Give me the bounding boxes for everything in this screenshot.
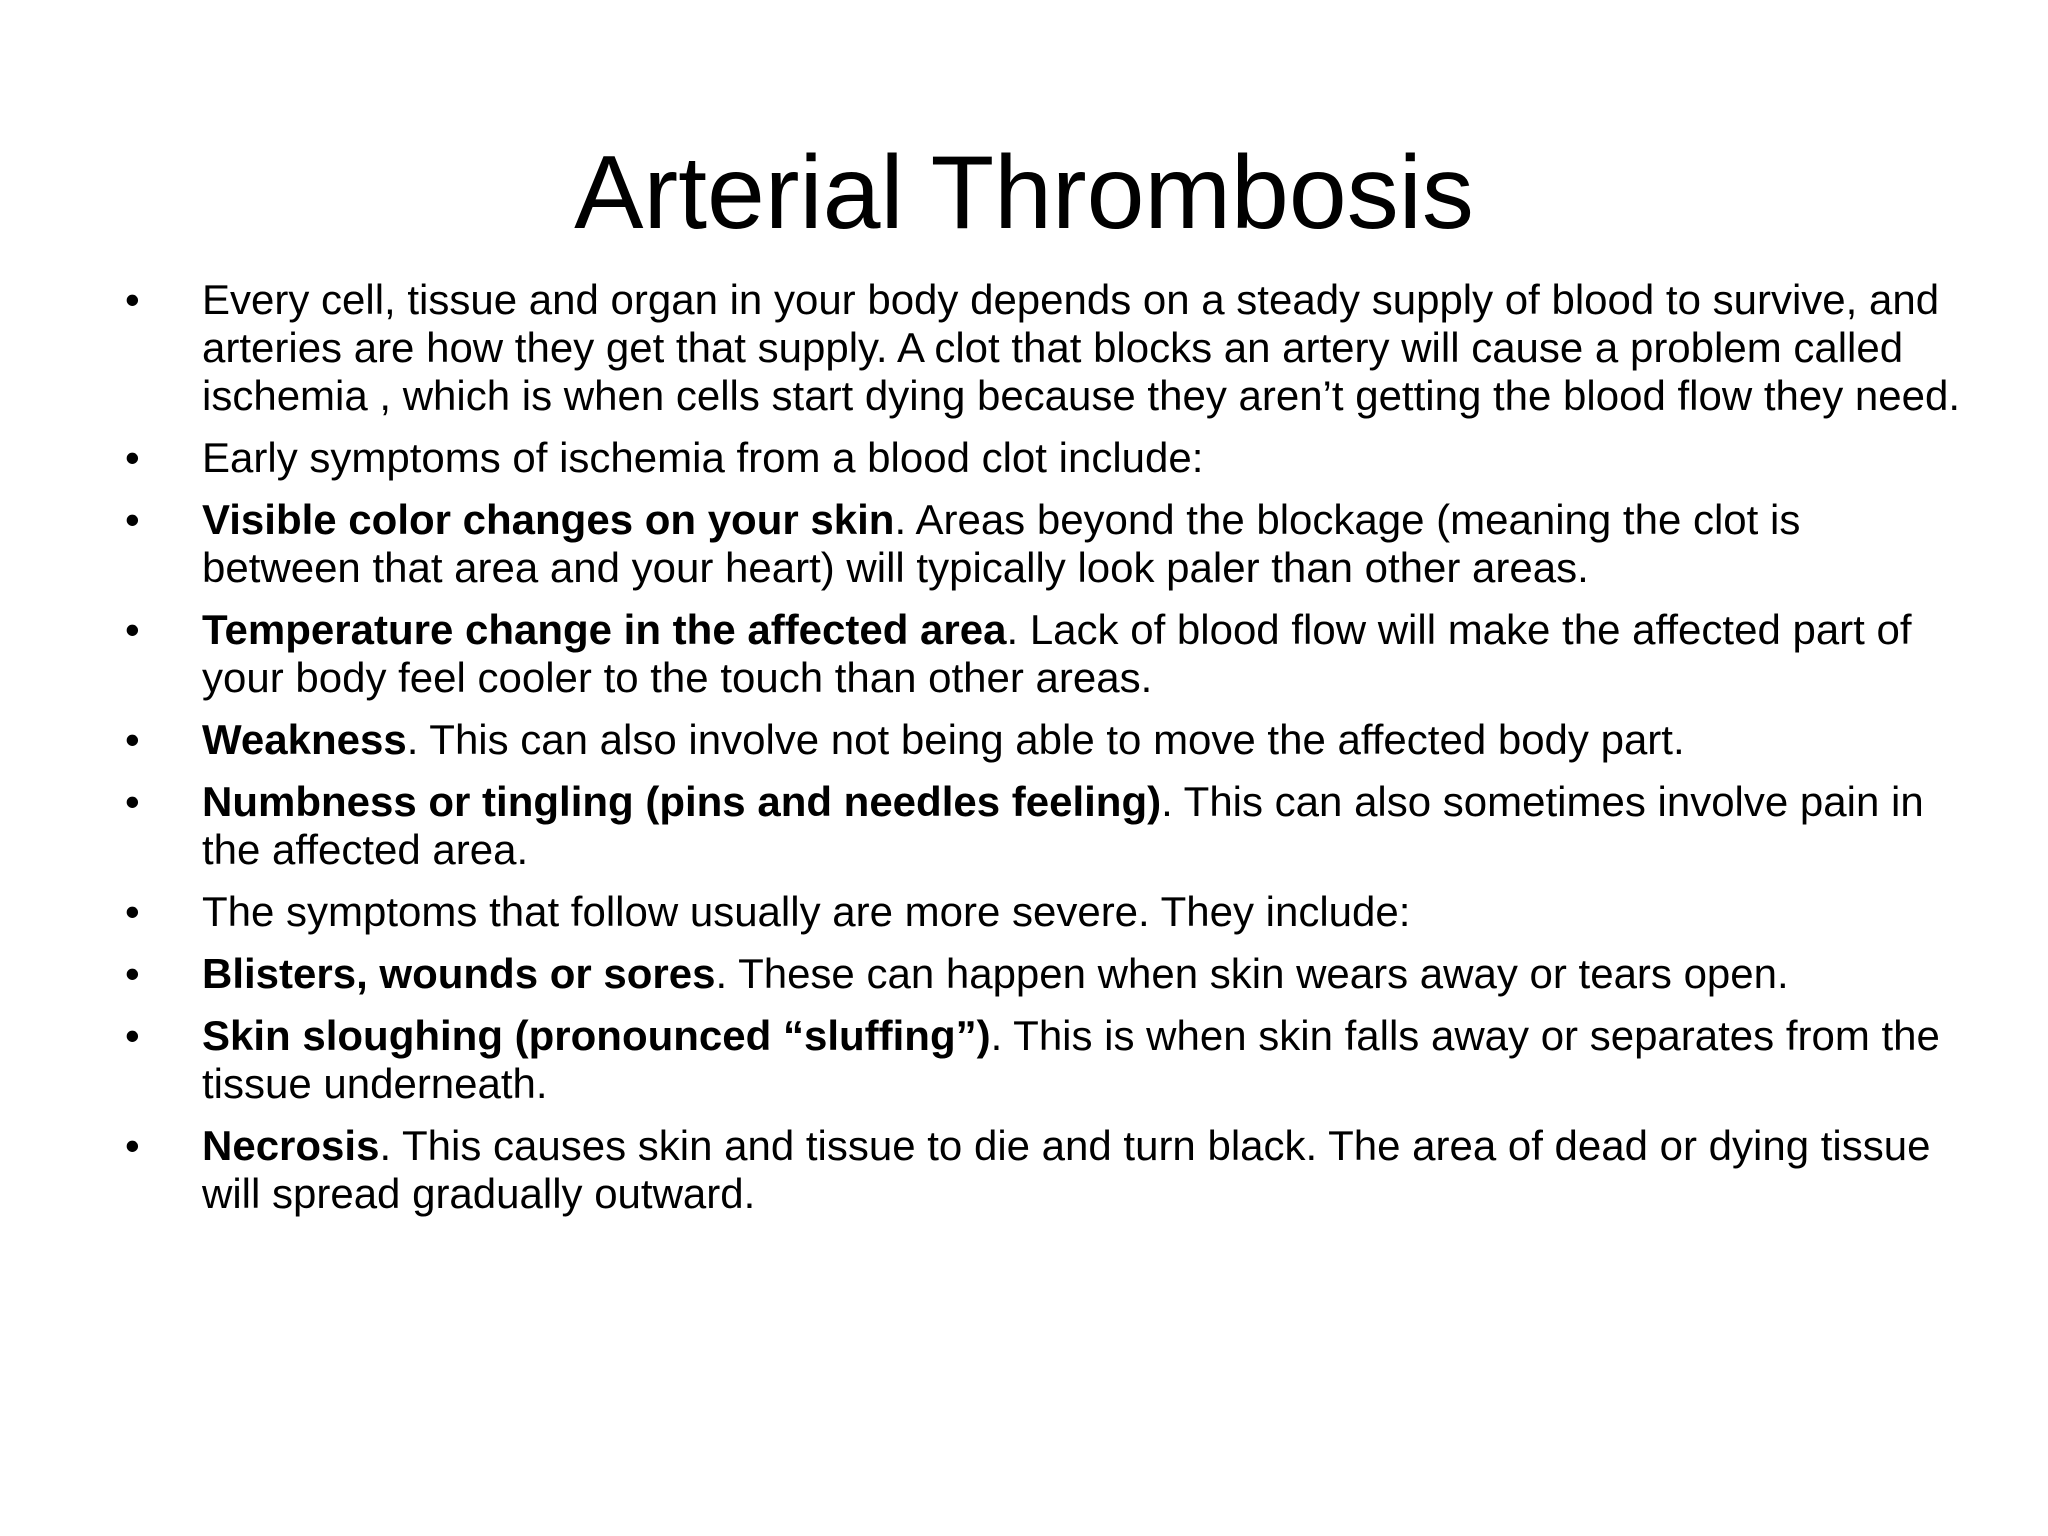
bullet-icon: •	[125, 276, 140, 323]
bullet-bold-lead: Skin sloughing (pronounced “sluffing”)	[202, 1012, 991, 1059]
bullet-icon: •	[125, 888, 140, 935]
list-item	[120, 434, 1970, 482]
list-item	[120, 1122, 1970, 1218]
slide-title: Arterial Thrombosis	[574, 135, 1474, 251]
bullet-icon: •	[125, 778, 140, 825]
bullet-icon: •	[125, 950, 140, 997]
bullet-text	[202, 276, 1960, 419]
bullet-bold-lead: Temperature change in the affected area	[202, 606, 1007, 653]
bullet-text	[202, 606, 1912, 701]
bullet-text	[202, 496, 1800, 591]
bullet-body: Early symptoms of ischemia from a blood clot include:	[202, 434, 1204, 481]
bullet-text	[202, 1012, 1940, 1107]
bullet-text	[202, 716, 1685, 763]
bullet-body: . This is when skin falls away or separates from the tissue underneath.	[202, 1012, 1940, 1107]
list-item	[120, 888, 1970, 936]
bullet-icon: •	[125, 496, 140, 543]
list-item	[120, 496, 1970, 592]
bullet-body: . This can also involve not being able to move the affected body part.	[406, 716, 1685, 763]
bullet-body: . Lack of blood flow will make the affected part of your body feel cooler to the touch than other areas.	[202, 606, 1912, 701]
bullet-text	[202, 434, 1203, 481]
bullet-body: The symptoms that follow usually are more severe. They include:	[202, 888, 1411, 935]
list-item	[120, 606, 1970, 702]
bullet-icon: •	[125, 434, 140, 481]
list-item	[120, 950, 1970, 998]
bullet-text	[202, 888, 1410, 935]
bullet-text	[202, 778, 1924, 873]
bullet-text	[202, 1122, 1930, 1217]
bullet-icon: •	[125, 716, 140, 763]
bullet-body: . These can happen when skin wears away or tears open.	[715, 950, 1789, 997]
bullet-bold-lead: Blisters, wounds or sores	[202, 950, 716, 997]
bullet-body: . Areas beyond the blockage (meaning the clot is between that area and your heart) will typically look paler than other areas.	[202, 496, 1801, 591]
bullet-bold-lead: Weakness	[202, 716, 407, 763]
bullet-icon: •	[125, 1012, 140, 1059]
list-item	[120, 778, 1970, 874]
bullet-text	[202, 950, 1789, 997]
list-item	[120, 276, 1970, 420]
bullet-icon: •	[125, 606, 140, 653]
list-item	[120, 716, 1970, 764]
list-item	[120, 1012, 1970, 1108]
bullet-body: . This can also sometimes involve pain in the affected area.	[202, 778, 1924, 873]
bullet-icon: •	[125, 1122, 140, 1169]
bullet-bold-lead: Numbness or tingling (pins and needles feeling)	[202, 778, 1162, 825]
bullet-body: Every cell, tissue and organ in your body depends on a steady supply of blood to survive, and arteries are how they get that supply. A clot that blocks an artery will cause a problem called ischemia , which is when cells start dying because they aren’t getting the blood flow they need.	[202, 276, 1960, 419]
bullet-bold-lead: Necrosis	[202, 1122, 380, 1169]
bullet-body: . This causes skin and tissue to die and turn black. The area of dead or dying tissue will spread gradually outward.	[202, 1122, 1931, 1217]
bullet-list	[120, 276, 1970, 1232]
bullet-bold-lead: Visible color changes on your skin	[202, 496, 895, 543]
